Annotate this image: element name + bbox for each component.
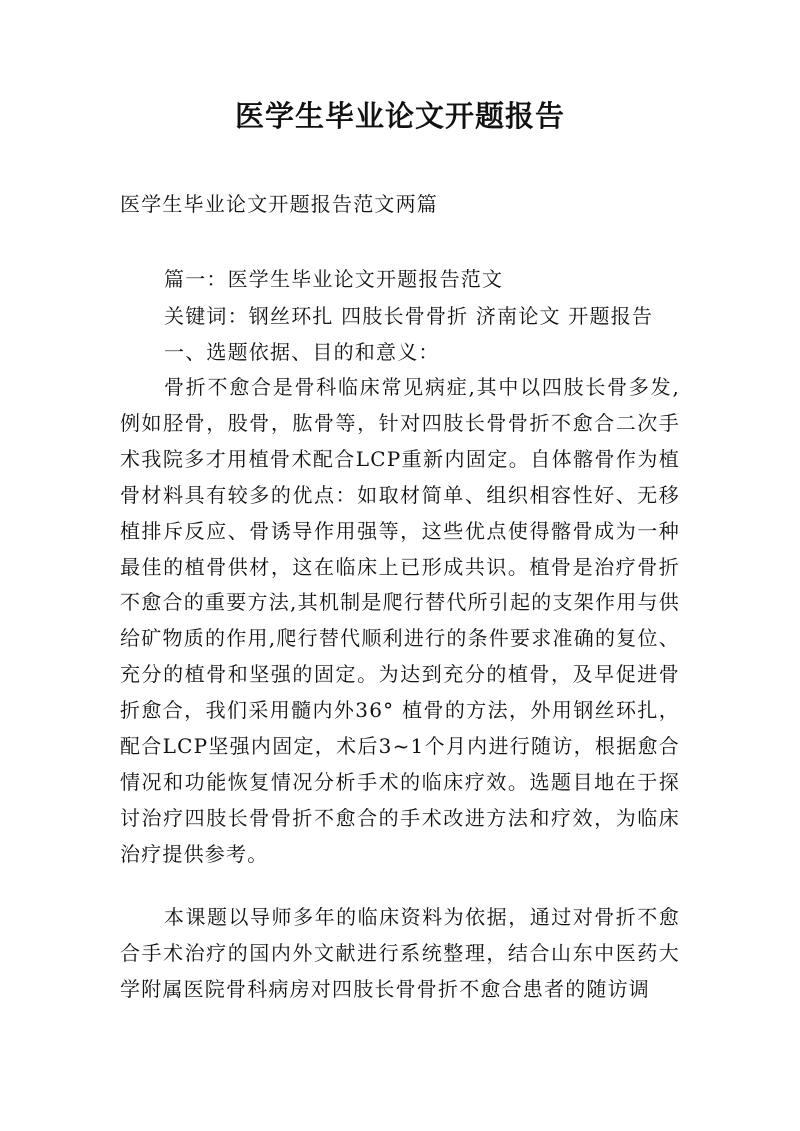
keywords-line: 关键词：钢丝环扎 四肢长骨骨折 济南论文 开题报告 xyxy=(164,304,654,328)
section-heading: 一、选题依据、目的和意义： xyxy=(164,340,440,364)
section-title: 篇一：医学生毕业论文开题报告范文 xyxy=(164,267,504,291)
body-paragraph: 骨折不愈合是骨科临床常见病症,其中以四肢长骨多发,例如胫骨，股骨，肱骨等，针对四肢长骨骨折不愈合二次手术我院多才用植骨术配合LCP重新内固定。自体髂骨作为植骨材料具有较多的优点：如取材简单、组织相容性好、无移植排斥反应、骨诱导作用强等，这些优点使得髂骨成为一种最佳的植骨供材，这在临床上已形成共识。植骨是治疗骨折不愈合的重要方法,其机制是爬行替代所引起的支架作用与供给矿物质的作用,爬行替代顺利进行的条件要求准确的复位、充分的植骨和坚强的固定。为达到充分的植骨，及早促进骨折愈合，我们采用髓内外36° 植骨的方法，外用钢丝环扎，配合LCP坚强内固定，术后3~1个月内进行随访，根据愈合情况和功能恢复情况分析手术的临床疗效。选题目地在于探讨治疗四肢长骨骨折不愈合的手术改进方法和疗效，为临床治疗提供参考。 xyxy=(120,375,680,866)
body-paragraph: 本课题以导师多年的临床资料为依据，通过对骨折不愈合手术治疗的国内外文献进行系统整理，结合山东中医药大学附属医院骨科病房对四肢长骨骨折不愈合患者的随访调 xyxy=(120,905,680,1001)
document-subtitle: 医学生毕业论文开题报告范文两篇 xyxy=(120,192,438,216)
document-title: 医学生毕业论文开题报告 xyxy=(234,99,565,133)
